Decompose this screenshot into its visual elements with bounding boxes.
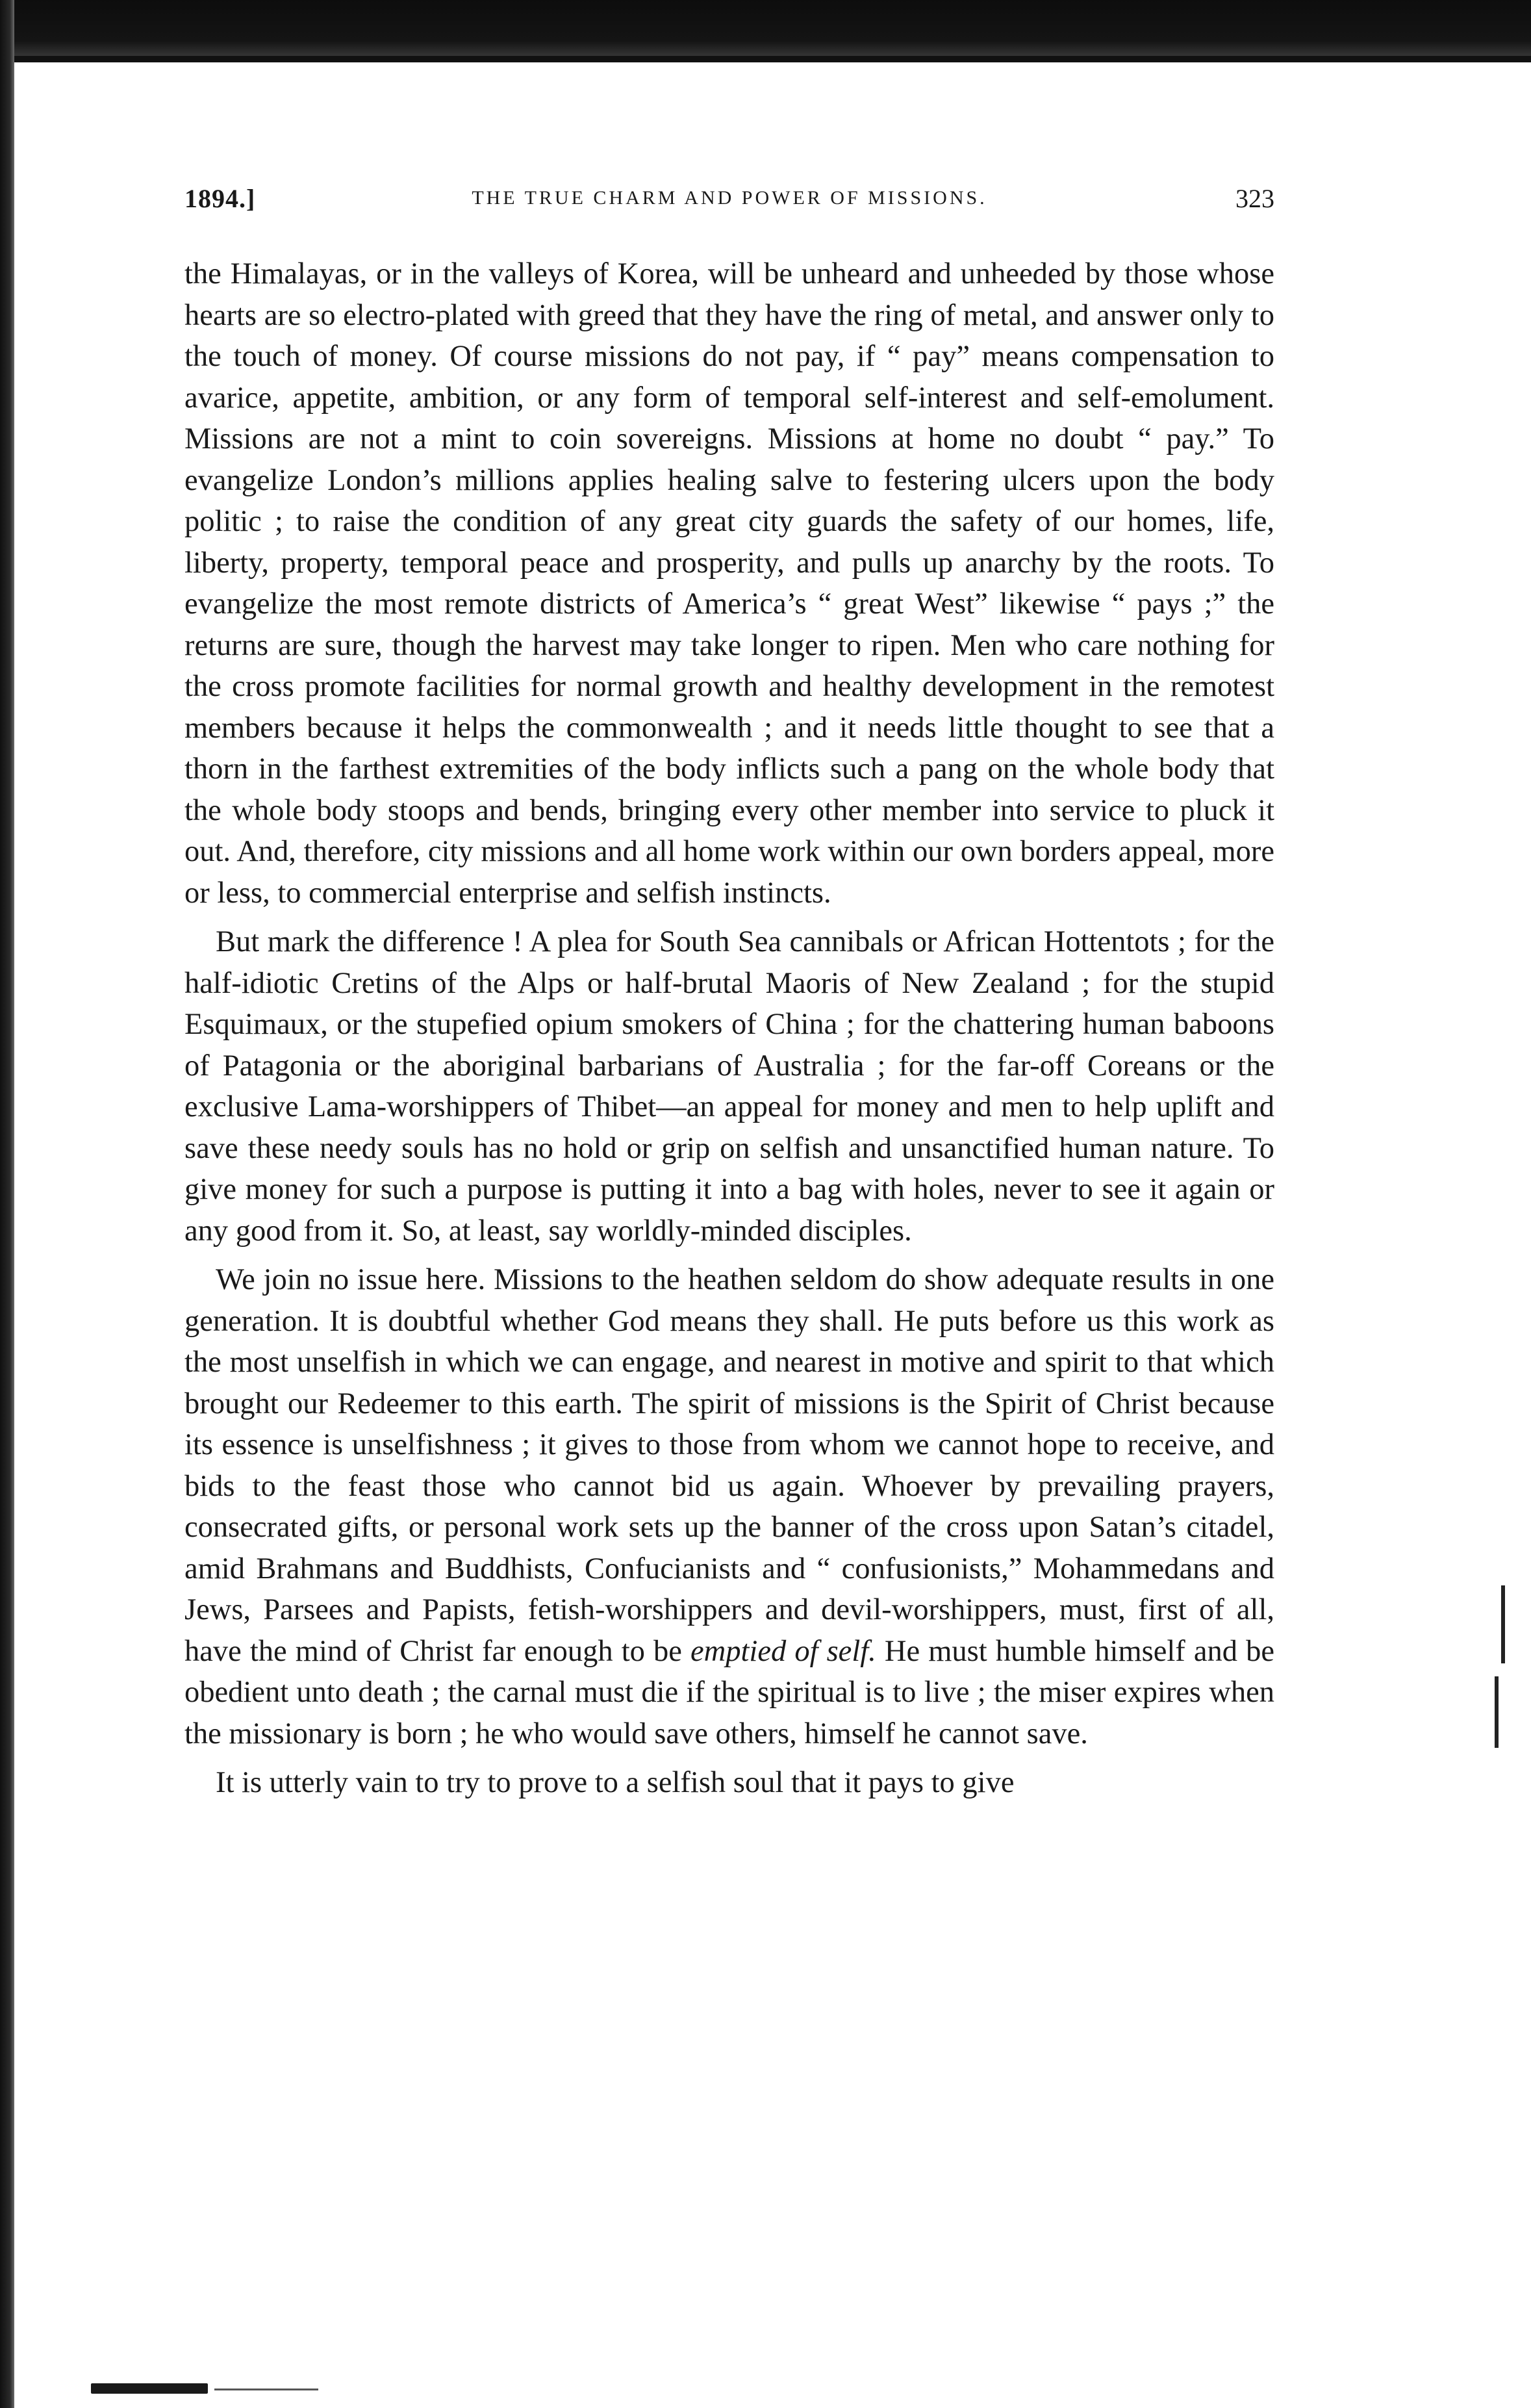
scan-bottom-smudge bbox=[91, 2383, 208, 2394]
body-text bbox=[184, 253, 1274, 1804]
scan-bottom-rule bbox=[214, 2389, 318, 2390]
header-title: THE TRUE CHARM AND POWER OF MISSIONS. bbox=[472, 187, 987, 209]
running-header bbox=[184, 183, 1274, 222]
scan-top-border bbox=[0, 0, 1531, 58]
header-year: 1894.] bbox=[184, 184, 256, 213]
paragraph-4: It is utterly vain to try to prove to a selfish soul that it pays to give bbox=[216, 1766, 1015, 1799]
margin-mark bbox=[1495, 1676, 1499, 1748]
paragraph-3-continuation: He must humble himself and be obedient unto death ; the carnal must die if the spiritual is to live ; the miser expires when the missionary is born ; he who would save others, himself he cannot save. bbox=[184, 1634, 1275, 1750]
paragraph-1: the Himalayas, or in the valleys of Korea, will be unheard and unheeded by those whose hearts are so electro-plated with greed that they have the ring of metal, and answer only to the touch of money. Of course missions do not pay, if “ pay” means compensation to avarice, appetite, ambition, or any form of temporal self-interest and self-emolument. Missions are not a mint to coin sovereigns. Missions at home no doubt “ pay.” To evangelize London’s millions applies healing salve to festering ulcers upon the body politic ; to raise the condition of any great city guards the safety of our homes, life, liberty, property, temporal peace and prosperity, and pulls up anarchy by the roots. To evangelize the most remote districts of America’s “ great West” likewise “ pays ;” the returns are sure, though the harvest may take longer to ripen. Men who care nothing for the cross promote facilities for normal growth and healthy development in the remotest members because it helps the commonwealth ; and it needs little thought to see that a thorn in the farthest extremities of the body inflicts such a pang on the whole body that the whole body stoops and bends, bringing every other member into service to pluck it out. And, therefore, city missions and all home work within our own borders appeal, more or less, to commercial enterprise and selfish instincts. bbox=[184, 257, 1274, 910]
page-number: 323 bbox=[1235, 184, 1274, 213]
paragraph-3 bbox=[184, 1259, 1274, 1754]
scan-top-rule bbox=[0, 56, 1531, 62]
paragraph-3-emphasis: emptied of self. bbox=[690, 1634, 876, 1668]
paragraph-3-text: We join no issue here. Missions to the heathen seldom do show adequate results in one generation. It is doubtful whether God means they shall. He puts before us this work as the most unselfish in which we can engage, and nearest in motive and spirit to that which brought our Redeemer to this earth. The spirit of missions is the Spirit of Christ because its essence is unselfishness ; it gives to those from whom we cannot hope to receive, and bids to the feast those who cannot bid us again. Whoever by prevailing prayers, consecrated gifts, or personal work sets up the banner of the cross upon Satan’s citadel, amid Brahmans and Buddhists, Confucianists and “ confusionists,” Mohammedans and Jews, Parsees and Papists, fetish-worshippers and devil-worshippers, must, first of all, have the mind of Christ far enough to be bbox=[184, 1263, 1274, 1668]
paragraph-2: But mark the difference ! A plea for South Sea cannibals or African Hottentots ; for the half-idiotic Cretins of the Alps or half-brutal Maoris of New Zealand ; for the stupid Esquimaux, or the stupefied opium smokers of China ; for the chattering human baboons of Patagonia or the aboriginal barbarians of Australia ; for the far-off Coreans or the exclusive Lama-worshippers of Thibet—an appeal for money and men to help uplift and save these needy souls has no hold or grip on selfish and unsanctified human nature. To give money for such a purpose is putting it into a bag with holes, never to see it again or any good from it. So, at least, say worldly-minded disciples. bbox=[184, 925, 1274, 1248]
margin-mark bbox=[1501, 1585, 1505, 1663]
scan-left-border bbox=[0, 0, 14, 2408]
